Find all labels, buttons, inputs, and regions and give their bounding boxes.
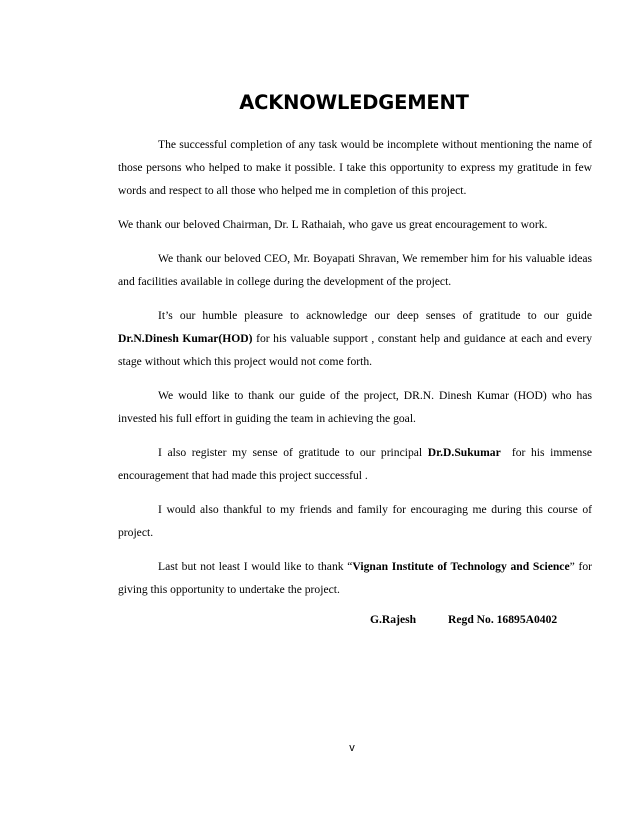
paragraph-project-guide: We would like to thank our guide of the project, DR.N. Dinesh Kumar (HOD) who has invested his full effort in guiding the team in achieving the goal. bbox=[118, 389, 592, 425]
registration-number: Regd No. 16895A0402 bbox=[448, 613, 558, 626]
paragraph-ceo: We thank our beloved CEO, Mr. Boyapati Shravan, We remember him for his valuable ideas and facilities available in college during the development of the project. bbox=[118, 252, 592, 288]
page-number: v bbox=[349, 742, 355, 754]
institute-name: Vignan Institute of Technology and Science bbox=[352, 560, 570, 573]
signatory-name: G.Rajesh bbox=[370, 613, 417, 626]
paragraph-chairman: We thank our beloved Chairman, Dr. L Rathaiah, who gave us great encouragement to work. bbox=[118, 218, 548, 231]
page-title: ACKNOWLEDGEMENT bbox=[239, 91, 469, 114]
paragraph-guide: It’s our humble pleasure to acknowledge our deep senses of gratitude to our guide Dr.N.Dinesh Kumar(HOD) for his valuable support , constant help and guidance at each and every stage without which this project would not come forth. bbox=[118, 309, 592, 368]
guide-name: Dr.N.Dinesh Kumar(HOD) bbox=[118, 332, 253, 345]
paragraph-institute: Last but not least I would like to thank “Vignan Institute of Technology and Science” for giving this opportunity to undertake the project. bbox=[118, 560, 592, 596]
principal-name: Dr.D.Sukumar bbox=[427, 446, 501, 459]
signature-block bbox=[370, 613, 557, 626]
document-body bbox=[118, 133, 595, 612]
paragraph-principal: I also register my sense of gratitude to our principal Dr.D.Sukumar for his immense encouragement that had made this project successful . bbox=[118, 446, 595, 482]
paragraph-friends-family: I would also thankful to my friends and family for encouraging me during this course of project. bbox=[118, 503, 592, 539]
paragraph-intro: The successful completion of any task would be incomplete without mentioning the name of those persons who helped to make it possible. I take this opportunity to express my gratitude in few words and respect to all those who helped me in completion of this project. bbox=[118, 138, 592, 197]
